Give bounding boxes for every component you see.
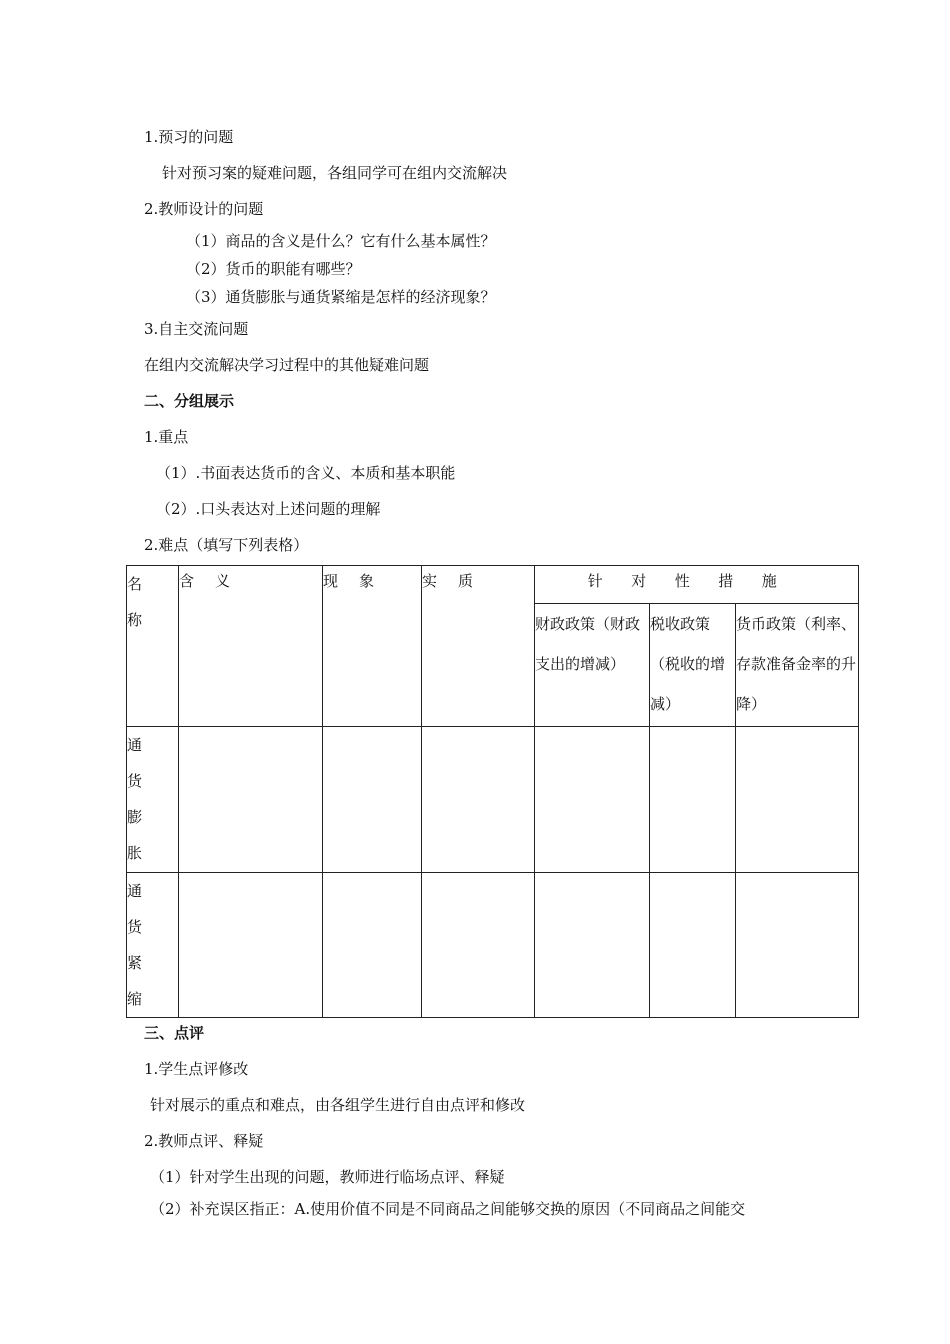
cell-inflation-phenomenon[interactable] bbox=[323, 727, 422, 873]
cell-inflation-monetary[interactable] bbox=[736, 727, 859, 873]
header-tax-policy: 税收政策（税收的增减） bbox=[650, 604, 736, 727]
cell-deflation-essence[interactable] bbox=[422, 873, 535, 1018]
item-student-comments: 1.学生点评修改 bbox=[144, 1060, 249, 1078]
teacher-comment-2: （2）补充误区指正：A.使用价值不同是不同商品之间能够交换的原因（不同商品之间能交 bbox=[150, 1200, 746, 1218]
header-essence: 实质 bbox=[422, 566, 535, 727]
item-teacher-comments: 2.教师点评、释疑 bbox=[144, 1132, 264, 1150]
cell-inflation-meaning[interactable] bbox=[179, 727, 323, 873]
header-fiscal-policy: 财政政策（财政支出的增减） bbox=[535, 604, 650, 727]
header-monetary-policy: 货币政策（利率、存款准备金率的升降） bbox=[736, 604, 859, 727]
row-label-inflation: 通 货 膨 胀 bbox=[127, 727, 179, 873]
key-point-1: （1）.书面表达货币的含义、本质和基本职能 bbox=[156, 464, 456, 482]
cell-deflation-fiscal[interactable] bbox=[535, 873, 650, 1018]
question-3: （3）通货膨胀与通货紧缩是怎样的经济现象？ bbox=[186, 288, 496, 306]
section-comments: 三、点评 bbox=[144, 1024, 205, 1042]
cell-deflation-tax[interactable] bbox=[650, 873, 736, 1018]
row-label-deflation: 通 货 紧 缩 bbox=[127, 873, 179, 1018]
item-key-points: 1.重点 bbox=[144, 428, 189, 446]
cell-inflation-essence[interactable] bbox=[422, 727, 535, 873]
item-teacher-questions: 2.教师设计的问题 bbox=[144, 200, 264, 218]
header-meaning: 含义 bbox=[179, 566, 323, 727]
item-preview-questions: 1.预习的问题 bbox=[144, 128, 234, 146]
student-comments-desc: 针对展示的重点和难点，由各组学生进行自由点评和修改 bbox=[150, 1096, 526, 1114]
self-exchange-desc: 在组内交流解决学习过程中的其他疑难问题 bbox=[144, 356, 430, 374]
item-self-exchange: 3.自主交流问题 bbox=[144, 320, 249, 338]
table-row bbox=[127, 727, 859, 873]
key-point-2: （2）.口头表达对上述问题的理解 bbox=[156, 500, 381, 518]
cell-deflation-phenomenon[interactable] bbox=[323, 873, 422, 1018]
cell-deflation-monetary[interactable] bbox=[736, 873, 859, 1018]
cell-inflation-tax[interactable] bbox=[650, 727, 736, 873]
header-phenomenon: 现象 bbox=[323, 566, 422, 727]
cell-deflation-meaning[interactable] bbox=[179, 873, 323, 1018]
question-2: （2）货币的职能有哪些？ bbox=[186, 260, 361, 278]
difficulty-table bbox=[126, 565, 859, 1018]
cell-inflation-fiscal[interactable] bbox=[535, 727, 650, 873]
question-1: （1）商品的含义是什么？它有什么基本属性？ bbox=[186, 232, 496, 250]
item-difficulties: 2.难点（填写下列表格） bbox=[144, 536, 309, 554]
header-measures: 针对性措施 bbox=[535, 566, 859, 604]
header-name: 名 称 bbox=[127, 566, 179, 727]
preview-desc: 针对预习案的疑难问题，各组同学可在组内交流解决 bbox=[162, 164, 508, 182]
teacher-comment-1: （1）针对学生出现的问题，教师进行临场点评、释疑 bbox=[150, 1168, 505, 1186]
table-row bbox=[127, 873, 859, 1018]
section-group-display: 二、分组展示 bbox=[144, 392, 235, 410]
